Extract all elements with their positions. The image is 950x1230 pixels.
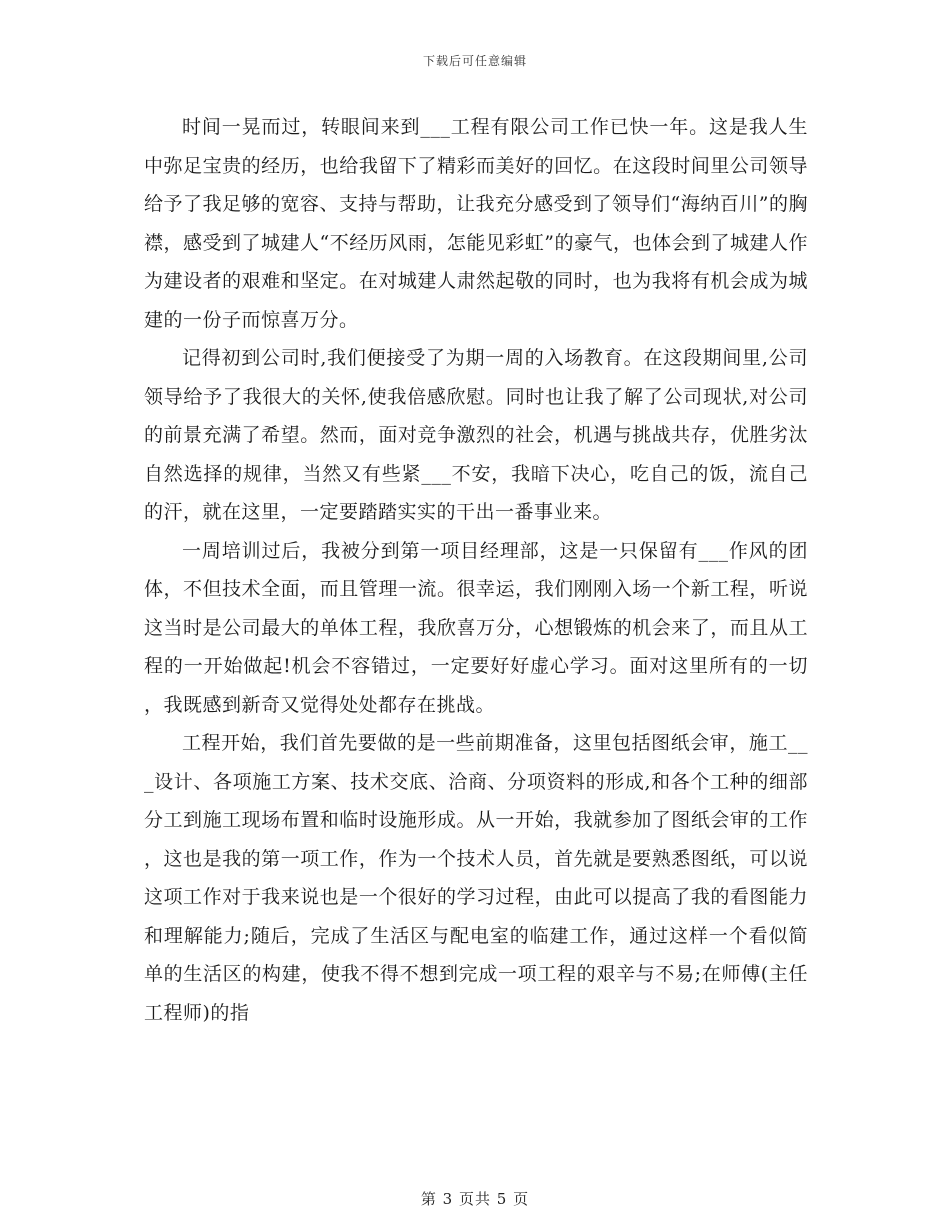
page-number-footer: 第 3 页共 5 页 xyxy=(420,1190,530,1208)
paragraph-1: 时间一晃而过，转眼间来到___工程有限公司工作已快一年。这是我人生中弥足宝贵的经历，也给我留下了精彩而美好的回忆。在这段时间里公司领导给予了我足够的宽容、支持与帮助，让我充分感受到了领导们“海纳百川”的胸襟，感受到了城建人“不经历风雨，怎能见彩虹”的豪气，也体会到了城建人作为建设者的艰难和坚定。在对城建人肃然起敬的同时，也为我将有机会成为城建的一份子而惊喜万分。 xyxy=(144,116,808,331)
page-header-note: 下载后可任意编辑 xyxy=(422,54,527,68)
paragraph-4: 工程开始，我们首先要做的是一些前期准备，这里包括图纸会审，施工___设计、各项施工方案、技术交底、洽商、分项资料的形成,和各个工种的细部分工到施工现场布置和临时设施形成。从一开始，我就参加了图纸会审的工作，这也是我的第一项工作，作为一个技术人员，首先就是要熟悉图纸，可以说这项工作对于我来说也是一个很好的学习过程，由此可以提高了我的看图能力和理解能力;随后，完成了生活区与配电室的临建工作，通过这样一个看似简单的生活区的构建，使我不得不想到完成一项工程的艰辛与不易;在师傅(主任工程师)的指 xyxy=(144,732,808,1024)
document-body xyxy=(144,108,808,1032)
paragraph-2: 记得初到公司时,我们便接受了为期一周的入场教育。在这段期间里,公司领导给予了我很大的关怀,使我倍感欣慰。同时也让我了解了公司现状,对公司的前景充满了希望。然而，面对竞争激烈的社会，机遇与挑战共存，优胜劣汰自然选择的规律，当然又有些紧___不安，我暗下决心，吃自己的饭，流自己的汗，就在这里，一定要踏踏实实的干出一番事业来。 xyxy=(144,347,808,523)
paragraph-3: 一周培训过后，我被分到第一项目经理部，这是一只保留有___作风的团体，不但技术全面，而且管理一流。很幸运，我们刚刚入场一个新工程，听说这当时是公司最大的单体工程，我欣喜万分，心想锻炼的机会来了，而且从工程的一开始做起!机会不容错过，一定要好好虚心学习。面对这里所有的一切，我既感到新奇又觉得处处都存在挑战。 xyxy=(144,539,808,716)
